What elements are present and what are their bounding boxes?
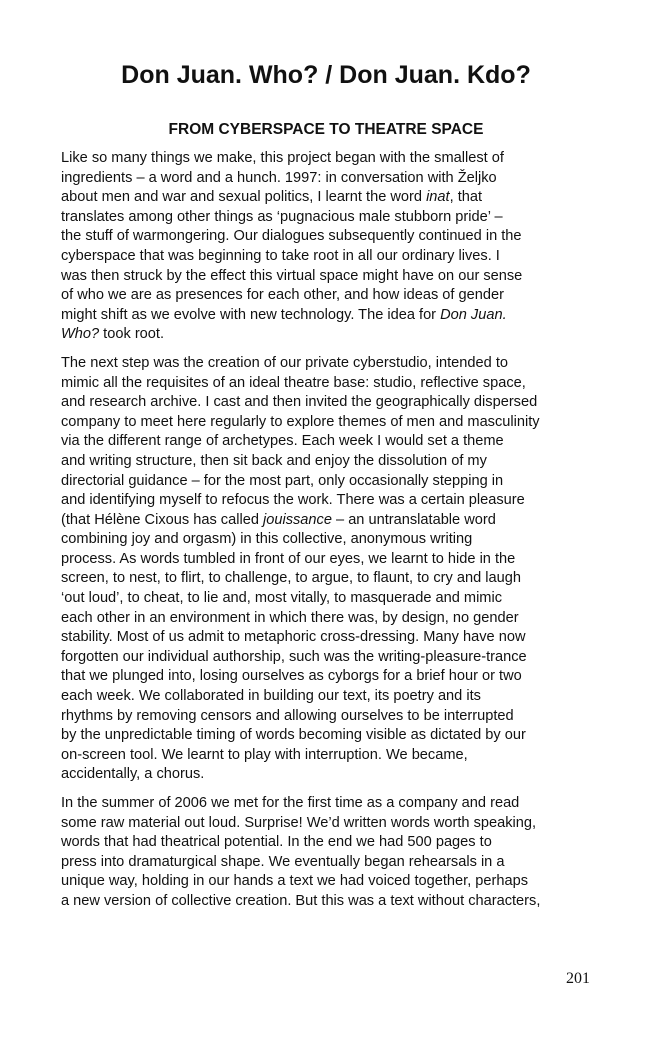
text-line: and identifying myself to refocus the work. There was a certain pleasure	[61, 492, 525, 509]
text-line: mimic all the requisites of an ideal theatre base: studio, reflective space,	[61, 374, 526, 391]
text-line: stability. Most of us admit to metaphoric cross-dressing. Many have now	[61, 629, 526, 646]
page-title: Don Juan. Who? / Don Juan. Kdo?	[121, 61, 531, 89]
text-line: cyberspace that was beginning to take root in all our ordinary lives. I	[61, 247, 500, 264]
text-line: might shift as we evolve with new technology. The idea for Don Juan.	[61, 306, 507, 323]
text-line: ‘out loud’, to cheat, to lie and, most vitally, to masquerade and mimic	[61, 590, 503, 607]
text-line: Like so many things we make, this project began with the smallest of	[61, 150, 504, 166]
section-heading: FROM CYBERSPACE TO THEATRE SPACE	[168, 121, 484, 138]
text-line: each other in an environment in which there was, by design, no gender	[61, 609, 519, 626]
text-line: translates among other things as ‘pugnacious male stubborn pride’ –	[61, 208, 503, 225]
emphasized-text: Who?	[61, 326, 100, 343]
emphasized-text: inat	[426, 189, 450, 206]
text-line: screen, to nest, to flirt, to challenge, to argue, to flaunt, to cry and laugh	[61, 570, 521, 587]
paragraph	[61, 354, 591, 785]
emphasized-text: Don Juan.	[440, 306, 507, 323]
text-line: ingredients – a word and a hunch. 1997: in conversation with Željko	[61, 169, 497, 186]
text-line: that we plunged into, losing ourselves as cyborgs for a brief hour or two	[61, 668, 522, 685]
text-line: words that had theatrical potential. In the end we had 500 pages to	[61, 834, 492, 851]
emphasized-text: jouissance	[263, 511, 332, 528]
text-line: the stuff of warmongering. Our dialogues subsequently continued in the	[61, 228, 522, 245]
text-line: directorial guidance – for the most part, only occasionally stepping in	[61, 472, 504, 489]
text-line: The next step was the creation of our private cyberstudio, intended to	[61, 354, 508, 371]
text-line: and research archive. I cast and then invited the geographically dispersed	[61, 394, 538, 411]
text-line: unique way, holding in our hands a text we had voiced together, perhaps	[61, 873, 529, 890]
text-line: press into dramaturgical shape. We eventually began rehearsals in a	[61, 853, 505, 870]
text-line: In the summer of 2006 we met for the first time as a company and read	[61, 795, 520, 811]
text-line: of who we are as presences for each other, and how ideas of gender	[61, 287, 504, 304]
text-line: and writing structure, then sit back and enjoy the dissolution of my	[61, 452, 487, 469]
text-line: company to meet here regularly to explore themes of men and masculinity	[61, 413, 540, 430]
text-line: (that Hélène Cixous has called jouissance – an untranslatable word	[61, 511, 496, 528]
text-line: a new version of collective creation. But this was a text without characters,	[61, 892, 541, 909]
text-line: forgotten our individual authorship, such was the writing-pleasure-trance	[61, 648, 527, 665]
text-line: rhythms by removing censors and allowing ourselves to be interrupted	[61, 707, 514, 724]
body-text	[61, 149, 591, 912]
text-line: each week. We collaborated in building our text, its poetry and its	[61, 688, 481, 705]
text-line: accidentally, a chorus.	[61, 766, 205, 783]
text-line: by the unpredictable timing of words becoming visible as dictated by our	[61, 727, 526, 744]
text-line: on-screen tool. We learnt to play with interruption. We became,	[61, 746, 468, 763]
document-page	[61, 0, 591, 921]
text-line: Who? took root.	[61, 326, 165, 343]
text-line: combining joy and orgasm) in this collective, anonymous writing	[61, 531, 473, 548]
text-line: was then struck by the effect this virtual space might have on our sense	[61, 267, 523, 284]
text-line: process. As words tumbled in front of our eyes, we learnt to hide in the	[61, 550, 516, 567]
text-line: some raw material out loud. Surprise! We’d written words worth speaking,	[61, 814, 537, 831]
paragraph	[61, 149, 591, 345]
page-number: 201	[566, 970, 590, 987]
text-line: about men and war and sexual politics, I learnt the word inat, that	[61, 189, 483, 206]
paragraph	[61, 794, 591, 912]
text-line: via the different range of archetypes. Each week I would set a theme	[61, 433, 504, 450]
